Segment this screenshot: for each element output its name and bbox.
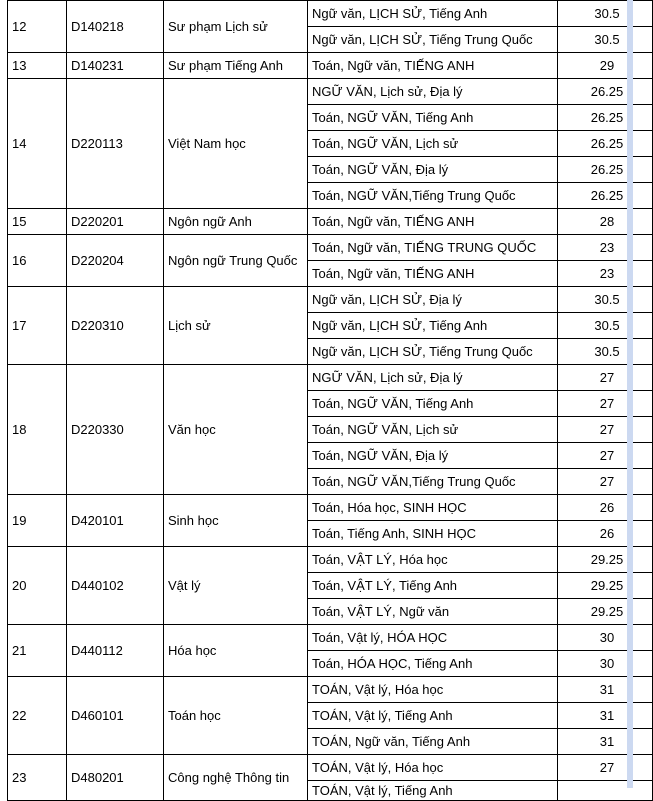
cell-code: D440112 (67, 625, 164, 677)
cell-subjects: NGỮ VĂN, Lịch sử, Địa lý (308, 365, 558, 391)
cell-subjects: Toán, VẬT LÝ, Ngữ văn (308, 599, 558, 625)
table-row (8, 495, 653, 521)
cell-score: 27 (558, 443, 653, 469)
table-row (8, 547, 653, 573)
cell-score: 30.5 (558, 27, 653, 53)
cell-major: Sư phạm Tiếng Anh (164, 53, 308, 79)
cell-score: 26.25 (558, 79, 653, 105)
table-row (8, 209, 653, 235)
cell-score: 29 (558, 53, 653, 79)
cell-major: Ngôn ngữ Anh (164, 209, 308, 235)
cell-no: 16 (8, 235, 67, 287)
cell-code: D220310 (67, 287, 164, 365)
table-row (8, 677, 653, 703)
cell-score: 26 (558, 521, 653, 547)
cell-score: 30.5 (558, 287, 653, 313)
cell-no: 19 (8, 495, 67, 547)
cell-subjects: Toán, NGỮ VĂN, Lịch sử (308, 417, 558, 443)
cell-major: Hóa học (164, 625, 308, 677)
cell-score: 30.5 (558, 339, 653, 365)
cell-no: 12 (8, 1, 67, 53)
cell-no: 21 (8, 625, 67, 677)
cell-subjects: Toán, NGỮ VĂN,Tiếng Trung Quốc (308, 183, 558, 209)
cell-score: 30.5 (558, 313, 653, 339)
cell-subjects: TOÁN, Vật lý, Hóa học (308, 677, 558, 703)
cell-score: 23 (558, 261, 653, 287)
cell-major: Vật lý (164, 547, 308, 625)
cell-score: 29.25 (558, 573, 653, 599)
cell-score: 27 (558, 469, 653, 495)
cell-score: 26 (558, 495, 653, 521)
cell-subjects: Toán, NGỮ VĂN, Địa lý (308, 443, 558, 469)
cell-score: 30.5 (558, 1, 653, 27)
table-row (8, 287, 653, 313)
cell-subjects: Toán, Ngữ văn, TIẾNG ANH (308, 209, 558, 235)
cell-subjects: Toán, Vật lý, HÓA HỌC (308, 625, 558, 651)
cell-major: Công nghệ Thông tin (164, 755, 308, 801)
cell-score: 26.25 (558, 131, 653, 157)
cell-subjects: TOÁN, Vật lý, Tiếng Anh (308, 781, 558, 801)
cell-no: 23 (8, 755, 67, 801)
cell-score: 27 (558, 365, 653, 391)
cell-subjects: TOÁN, Vật lý, Hóa học (308, 755, 558, 781)
cell-score: 31 (558, 677, 653, 703)
cell-subjects: Toán, Ngữ văn, TIẾNG TRUNG QUỐC (308, 235, 558, 261)
cell-code: D460101 (67, 677, 164, 755)
cell-major: Sinh học (164, 495, 308, 547)
table-row (8, 755, 653, 781)
cell-subjects: Ngữ văn, LỊCH SỬ, Tiếng Anh (308, 313, 558, 339)
cell-subjects: Toán, Ngữ văn, TIẾNG ANH (308, 261, 558, 287)
cell-major: Việt Nam học (164, 79, 308, 209)
cell-code: D480201 (67, 755, 164, 801)
cell-subjects: TOÁN, Vật lý, Tiếng Anh (308, 703, 558, 729)
cell-subjects: Ngữ văn, LỊCH SỬ, Tiếng Anh (308, 1, 558, 27)
cell-subjects: Toán, NGỮ VĂN,Tiếng Trung Quốc (308, 469, 558, 495)
score-table-body (8, 1, 653, 801)
cell-code: D140231 (67, 53, 164, 79)
cell-subjects: Toán, Hóa học, SINH HỌC (308, 495, 558, 521)
cell-no: 20 (8, 547, 67, 625)
cell-code: D440102 (67, 547, 164, 625)
cell-no: 18 (8, 365, 67, 495)
cell-subjects: NGỮ VĂN, Lịch sử, Địa lý (308, 79, 558, 105)
cell-no: 22 (8, 677, 67, 755)
cell-code: D140218 (67, 1, 164, 53)
cell-subjects: Ngữ văn, LỊCH SỬ, Địa lý (308, 287, 558, 313)
cell-score: 27 (558, 755, 653, 781)
table-row (8, 79, 653, 105)
cell-code: D220201 (67, 209, 164, 235)
cell-score: 26.25 (558, 183, 653, 209)
cell-no: 13 (8, 53, 67, 79)
cell-score: 30 (558, 625, 653, 651)
cell-score: 27 (558, 417, 653, 443)
cell-subjects: Toán, VẬT LÝ, Hóa học (308, 547, 558, 573)
cell-score: 29.25 (558, 599, 653, 625)
scores-table-container (7, 0, 653, 801)
cell-subjects: Toán, NGỮ VĂN, Tiếng Anh (308, 391, 558, 417)
cell-score (558, 781, 653, 801)
cell-subjects: Toán, NGỮ VĂN, Địa lý (308, 157, 558, 183)
cell-no: 14 (8, 79, 67, 209)
cell-subjects: Toán, Ngữ văn, TIẾNG ANH (308, 53, 558, 79)
cell-subjects: Toán, NGỮ VĂN, Tiếng Anh (308, 105, 558, 131)
cell-major: Lịch sử (164, 287, 308, 365)
cell-code: D420101 (67, 495, 164, 547)
cell-subjects: Ngữ văn, LỊCH SỬ, Tiếng Trung Quốc (308, 27, 558, 53)
cell-major: Văn học (164, 365, 308, 495)
table-row (8, 625, 653, 651)
cell-code: D220204 (67, 235, 164, 287)
cell-score: 26.25 (558, 157, 653, 183)
cell-score: 30 (558, 651, 653, 677)
cell-score: 31 (558, 729, 653, 755)
cell-score: 27 (558, 391, 653, 417)
cell-score: 26.25 (558, 105, 653, 131)
cell-subjects: Toán, Tiếng Anh, SINH HỌC (308, 521, 558, 547)
cell-no: 15 (8, 209, 67, 235)
cell-subjects: Toán, NGỮ VĂN, Lịch sử (308, 131, 558, 157)
cell-score: 29.25 (558, 547, 653, 573)
table-row (8, 235, 653, 261)
cell-subjects: TOÁN, Ngữ văn, Tiếng Anh (308, 729, 558, 755)
cell-major: Toán học (164, 677, 308, 755)
cell-subjects: Toán, VẬT LÝ, Tiếng Anh (308, 573, 558, 599)
page-edge-strip (627, 0, 633, 788)
cell-score: 31 (558, 703, 653, 729)
admission-scores-table (7, 0, 653, 801)
cell-code: D220113 (67, 79, 164, 209)
cell-no: 17 (8, 287, 67, 365)
cell-major: Ngôn ngữ Trung Quốc (164, 235, 308, 287)
table-row (8, 1, 653, 27)
cell-subjects: Toán, HÓA HỌC, Tiếng Anh (308, 651, 558, 677)
table-row (8, 53, 653, 79)
cell-subjects: Ngữ văn, LỊCH SỬ, Tiếng Trung Quốc (308, 339, 558, 365)
cell-score: 28 (558, 209, 653, 235)
cell-score: 23 (558, 235, 653, 261)
cell-major: Sư phạm Lịch sử (164, 1, 308, 53)
cell-code: D220330 (67, 365, 164, 495)
table-row (8, 365, 653, 391)
